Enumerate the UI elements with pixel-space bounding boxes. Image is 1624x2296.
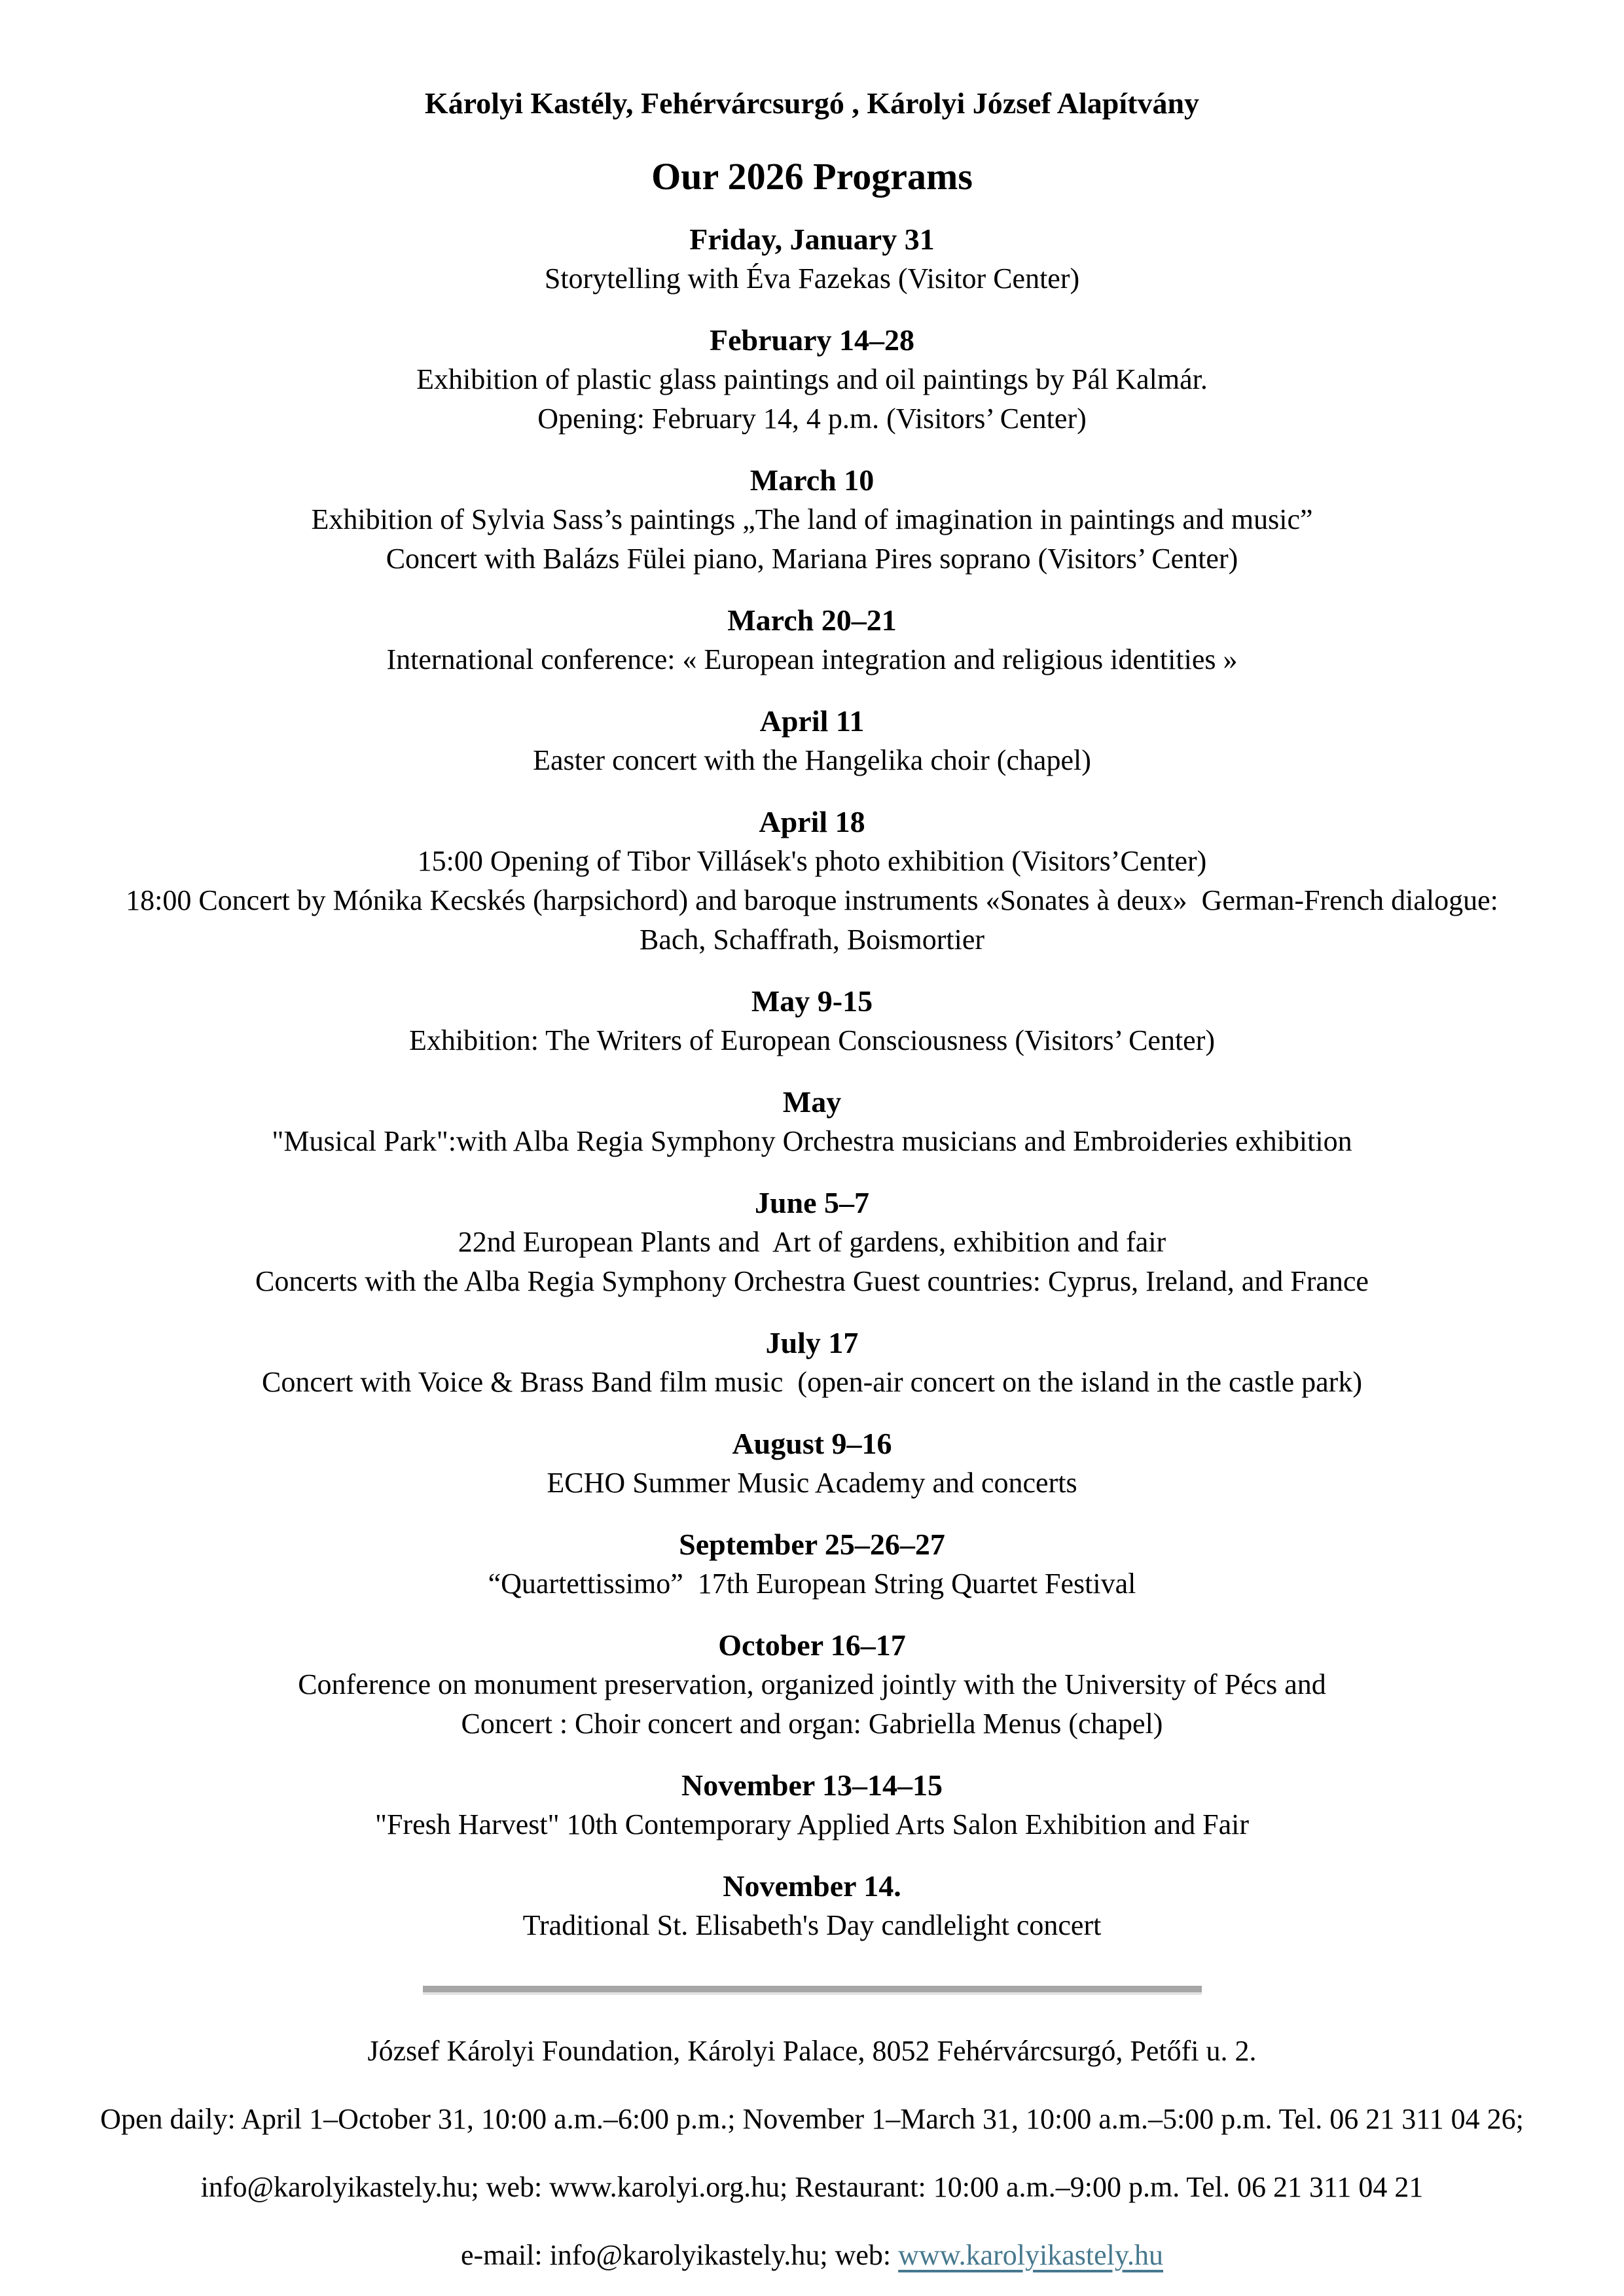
event-line: 18:00 Concert by Mónika Kecskés (harpsichord) and baroque instruments «Sonates à deux» German-French dialogue:	[126, 884, 1498, 916]
event-line: “Quartettissimo” 17th European String Quartet Festival	[488, 1568, 1136, 1600]
event-block	[72, 982, 1552, 1060]
footer-email-prefix: e-mail: info@karolyikastely.hu; web:	[460, 2239, 899, 2271]
event-line: International conference: « European integration and religious identities »	[386, 643, 1238, 675]
event-date: March 20–21	[727, 603, 897, 637]
event-date: April 11	[759, 704, 865, 738]
event-line: Concert with Voice & Brass Band film music (open-air concert on the island in the castle park)	[262, 1366, 1362, 1398]
event-block	[72, 702, 1552, 780]
event-block	[72, 461, 1552, 579]
event-lines	[72, 741, 1552, 780]
footer	[72, 2032, 1552, 2275]
event-line: Easter concert with the Hangelika choir (chapel)	[533, 744, 1091, 776]
event-lines	[72, 842, 1552, 960]
event-line: Exhibition: The Writers of European Consciousness (Visitors’ Center)	[408, 1024, 1216, 1056]
event-lines	[72, 1564, 1552, 1604]
events-list	[72, 220, 1552, 1945]
event-line: "Musical Park":with Alba Regia Symphony Orchestra musicians and Embroideries exhibition	[272, 1125, 1352, 1157]
event-date: February 14–28	[709, 323, 914, 357]
event-block	[72, 1083, 1552, 1161]
event-line: Exhibition of Sylvia Sass’s paintings „The land of imagination in paintings and music”	[311, 503, 1313, 535]
event-date: September 25–26–27	[679, 1528, 945, 1561]
event-lines	[72, 1805, 1552, 1844]
event-date: March 10	[749, 463, 875, 497]
event-line: Traditional St. Elisabeth's Day candlelight concert	[522, 1909, 1102, 1941]
event-block	[72, 1424, 1552, 1503]
event-lines	[72, 1463, 1552, 1503]
event-date: July 17	[765, 1326, 859, 1359]
footer-divider	[423, 1986, 1202, 1995]
event-lines	[72, 259, 1552, 298]
event-lines	[72, 1122, 1552, 1161]
event-lines	[72, 500, 1552, 579]
event-lines	[72, 360, 1552, 439]
organization-header: Károlyi Kastély, Fehérvárcsurgó , Károlyi József Alapítvány	[424, 86, 1200, 120]
event-date: April 18	[759, 805, 865, 838]
event-line: Storytelling with Éva Fazekas (Visitor Center)	[544, 262, 1080, 295]
event-lines	[72, 1223, 1552, 1301]
event-lines	[72, 640, 1552, 679]
event-line: Concert with Balázs Fülei piano, Mariana Pires soprano (Visitors’ Center)	[386, 543, 1238, 575]
event-line: Concerts with the Alba Regia Symphony Orchestra Guest countries: Cyprus, Ireland, and France	[255, 1265, 1369, 1297]
event-date: November 13–14–15	[681, 1768, 943, 1802]
event-block	[72, 321, 1552, 439]
event-block	[72, 1183, 1552, 1301]
event-date: October 16–17	[718, 1628, 906, 1662]
footer-email-web	[72, 2236, 1552, 2275]
page-title: Our 2026 Programs	[651, 155, 973, 198]
event-block	[72, 1323, 1552, 1402]
footer-opening-hours: Open daily: April 1–October 31, 10:00 a.m.–6:00 p.m.; November 1–March 31, 10:00 a.m.–5:00 p.m. Tel. 06 21 311 04 26;	[100, 2103, 1524, 2135]
event-line: Conference on monument preservation, organized jointly with the University of Pécs and	[298, 1668, 1326, 1700]
event-date: June 5–7	[754, 1186, 870, 1219]
event-line: ECHO Summer Music Academy and concerts	[547, 1467, 1077, 1499]
event-date: May 9-15	[751, 984, 873, 1018]
event-block	[72, 1525, 1552, 1604]
event-lines	[72, 1021, 1552, 1060]
event-date: August 9–16	[732, 1427, 892, 1460]
event-block	[72, 601, 1552, 679]
footer-contact: info@karolyikastely.hu; web: www.karolyi.org.hu; Restaurant: 10:00 a.m.–9:00 p.m. Tel. 06 21 311 04 21	[200, 2171, 1424, 2203]
event-line: Opening: February 14, 4 p.m. (Visitors’ Center)	[537, 403, 1087, 435]
event-lines	[72, 1906, 1552, 1945]
event-date: Friday, January 31	[689, 223, 935, 256]
event-block	[72, 802, 1552, 960]
footer-address: József Károlyi Foundation, Károlyi Palace, 8052 Fehérvárcsurgó, Petőfi u. 2.	[367, 2035, 1257, 2067]
event-block	[72, 1766, 1552, 1844]
event-block	[72, 1867, 1552, 1945]
event-block	[72, 220, 1552, 298]
event-line: 22nd European Plants and Art of gardens, exhibition and fair	[458, 1226, 1166, 1258]
event-line: Concert : Choir concert and organ: Gabriella Menus (chapel)	[461, 1708, 1163, 1740]
event-lines	[72, 1665, 1552, 1744]
event-line: 15:00 Opening of Tibor Villásek's photo exhibition (Visitors’Center)	[417, 845, 1207, 877]
event-block	[72, 1626, 1552, 1744]
event-line: Exhibition of plastic glass paintings and oil paintings by Pál Kalmár.	[416, 363, 1208, 395]
event-line: "Fresh Harvest" 10th Contemporary Applied Arts Salon Exhibition and Fair	[375, 1808, 1249, 1840]
event-line: Bach, Schaffrath, Boismortier	[639, 924, 985, 956]
event-date: November 14.	[723, 1869, 901, 1903]
website-link[interactable]: www.karolyikastely.hu	[898, 2239, 1164, 2271]
event-date: May	[782, 1085, 842, 1119]
event-lines	[72, 1363, 1552, 1402]
